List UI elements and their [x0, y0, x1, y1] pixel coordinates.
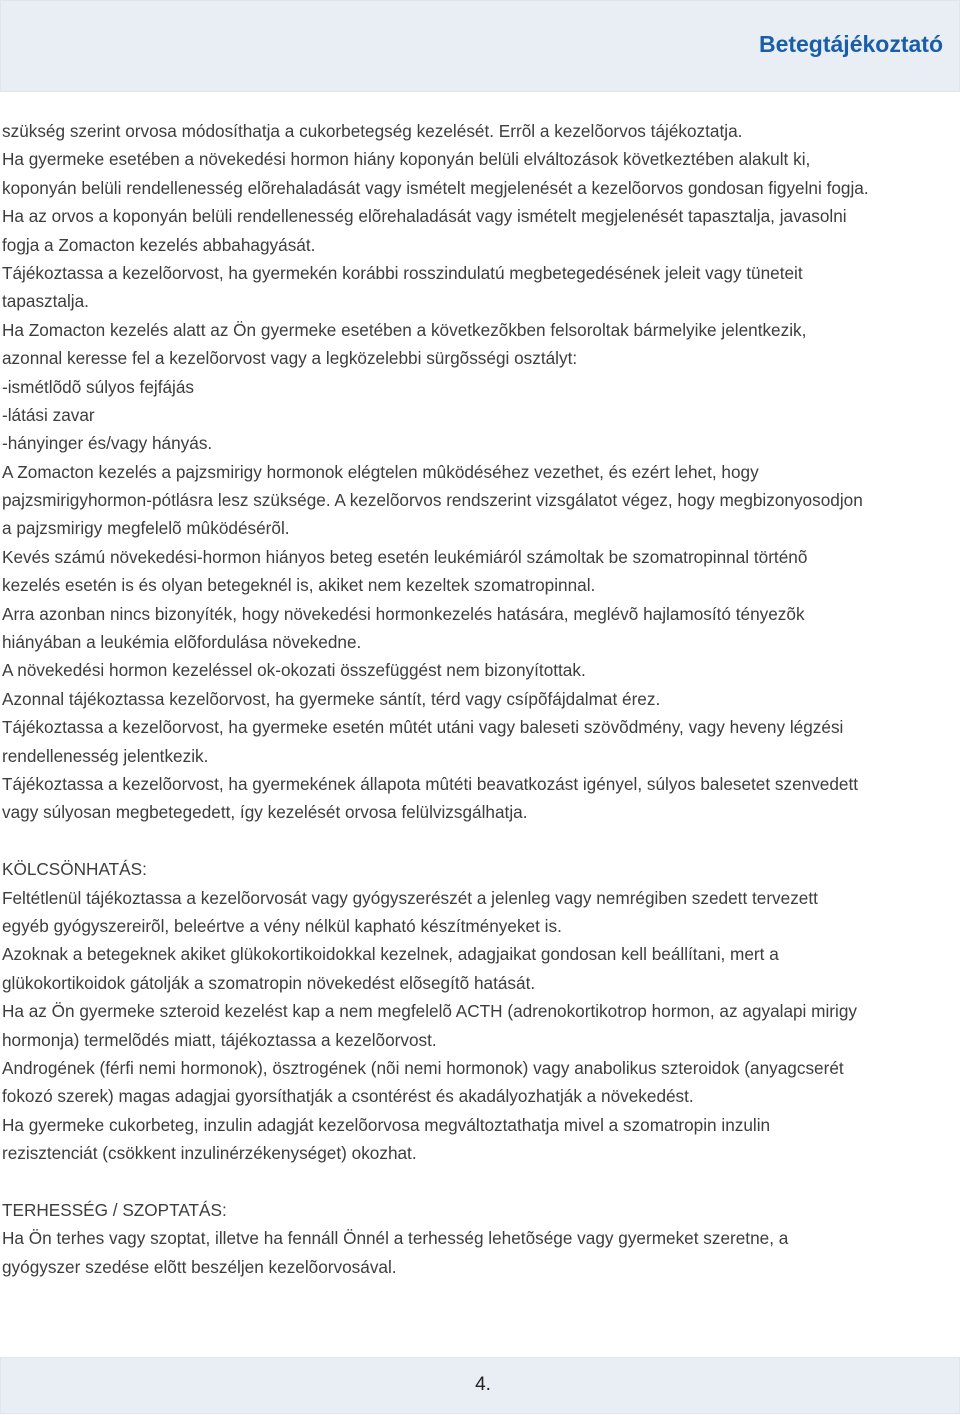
text-line: rendellenesség jelentkezik.	[2, 745, 209, 766]
text-line: a pajzsmirigy megfelelõ mûködésérõl.	[2, 518, 290, 539]
text-line: Ha az Ön gyermeke szteroid kezelést kap a nem megfelelõ ACTH (adrenokortikotrop hormon, az agyalapi mirigy	[2, 1001, 857, 1022]
text-line: glükokortikoidok gátolják a szomatropin növekedést elõsegítõ hatását.	[2, 972, 536, 993]
text-line: hormonja) termelõdés miatt, tájékoztassa a kezelõorvost.	[2, 1029, 437, 1050]
text-line: kezelés esetén is és olyan betegeknél is, akiket nem kezeltek szomatropinnal.	[2, 575, 596, 596]
footer-bar	[0, 1357, 960, 1414]
text-line: Azoknak a betegeknek akiket glükokortikoidokkal kezelnek, adagjaikat gondosan kell beállítani, mert a	[2, 944, 779, 965]
section-heading-interactions: KÖLCSÖNHATÁS:	[2, 859, 147, 880]
text-line: tapasztalja.	[2, 291, 89, 312]
text-line: Kevés számú növekedési-hormon hiányos beteg esetén leukémiáról számoltak be szomatropinnal történõ	[2, 546, 808, 567]
text-line: pajzsmirigyhormon-pótlásra lesz szüksége. A kezelõorvos rendszerint vizsgálatot végez, hogy megbizonyosodjon	[2, 490, 863, 511]
text-line: Ha gyermeke cukorbeteg, inzulin adagját kezelõorvosa megváltoztathatja mivel a szomatropin inzulin	[2, 1114, 771, 1135]
text-line: -látási zavar	[2, 404, 95, 425]
document-body	[2, 117, 958, 1281]
text-line: Tájékoztassa a kezelõorvost, ha gyermeke esetén mûtét utáni vagy baleseti szövõdmény, vagy heveny légzési	[2, 717, 844, 738]
text-line: A Zomacton kezelés a pajzsmirigy hormonok elégtelen mûködéséhez vezethet, és ezért lehet, hogy	[2, 461, 759, 482]
text-line: -hányinger és/vagy hányás.	[2, 433, 213, 454]
text-line: vagy súlyosan megbetegedett, így kezelését orvosa felülvizsgálhatja.	[2, 802, 528, 823]
interactions-section	[2, 855, 958, 1167]
section-spacer	[2, 827, 958, 855]
text-line: Arra azonban nincs bizonyíték, hogy növekedési hormonkezelés hatására, meglévõ hajlamosító tényezõk	[2, 603, 805, 624]
page-number: 4.	[475, 1374, 491, 1395]
text-line: A növekedési hormon kezeléssel ok-okozati összefüggést nem bizonyítottak.	[2, 660, 586, 681]
page-title: Betegtájékoztató	[758, 31, 943, 57]
text-line: -ismétlõdõ súlyos fejfájás	[2, 376, 195, 397]
text-line: azonnal keresse fel a kezelõorvost vagy a legközelebbi sürgõsségi osztályt:	[2, 348, 578, 369]
text-line: szükség szerint orvosa módosíthatja a cukorbetegség kezelését. Errõl a kezelõorvos tájékoztatja.	[2, 121, 743, 141]
text-line: Ha az orvos a koponyán belüli rendellenesség elõrehaladását vagy ismételt megjelenését tapasztalja, javasolni	[2, 206, 847, 227]
text-line: hiányában a leukémia elõfordulása növekedne.	[2, 632, 362, 653]
text-line: Tájékoztassa a kezelõorvost, ha gyermekén korábbi rosszindulatú megbetegedésének jeleit vagy tüneteit	[2, 262, 803, 283]
text-line: rezisztenciát (csökkent inzulinérzékenységet) okozhat.	[2, 1143, 417, 1164]
text-line: Azonnal tájékoztassa kezelõorvost, ha gyermeke sántít, térd vagy csípõfájdalmat érez.	[2, 688, 661, 709]
text-line: Ha Ön terhes vagy szoptat, illetve ha fennáll Önnél a terhesség lehetõsége vagy gyermeket szeretne, a	[2, 1228, 789, 1249]
header-bar	[0, 0, 960, 92]
pregnancy-section	[2, 1196, 958, 1281]
text-line: egyéb gyógyszereirõl, beleértve a vény nélkül kapható készítményeket is.	[2, 915, 562, 936]
text-line: Ha Zomacton kezelés alatt az Ön gyermeke esetében a következõkben felsoroltak bármelyike jelentkezik,	[2, 319, 807, 340]
text-line: Feltétlenül tájékoztassa a kezelõorvosát vagy gyógyszerészét a jelenleg vagy nemrégiben szedett tervezett	[2, 887, 818, 908]
text-line: gyógyszer szedése elõtt beszéljen kezelõorvosával.	[2, 1256, 397, 1277]
text-line: fogja a Zomacton kezelés abbahagyását.	[2, 234, 316, 255]
text-line: Ha gyermeke esetében a növekedési hormon hiány koponyán belüli elváltozások következtében alakult ki,	[2, 149, 811, 170]
text-line: Androgének (férfi nemi hormonok), ösztrogének (nõi nemi hormonok) vagy anabolikus szteroidok (anyagcserét	[2, 1057, 844, 1078]
section-heading-pregnancy: TERHESSÉG / SZOPTATÁS:	[2, 1199, 227, 1220]
text-line: Tájékoztassa a kezelõorvost, ha gyermekének állapota mûtéti beavatkozást igényel, súlyos balesetet szenvedett	[2, 773, 859, 794]
text-line: koponyán belüli rendellenesség elõrehaladását vagy ismételt megjelenését a kezelõorvos gondosan figyelni fogja.	[2, 177, 869, 198]
section-spacer	[2, 1167, 958, 1195]
main-text	[2, 117, 958, 827]
text-line: fokozó szerek) magas adagjai gyorsíthatják a csontérést és akadályozhatják a növekedést.	[2, 1086, 694, 1107]
